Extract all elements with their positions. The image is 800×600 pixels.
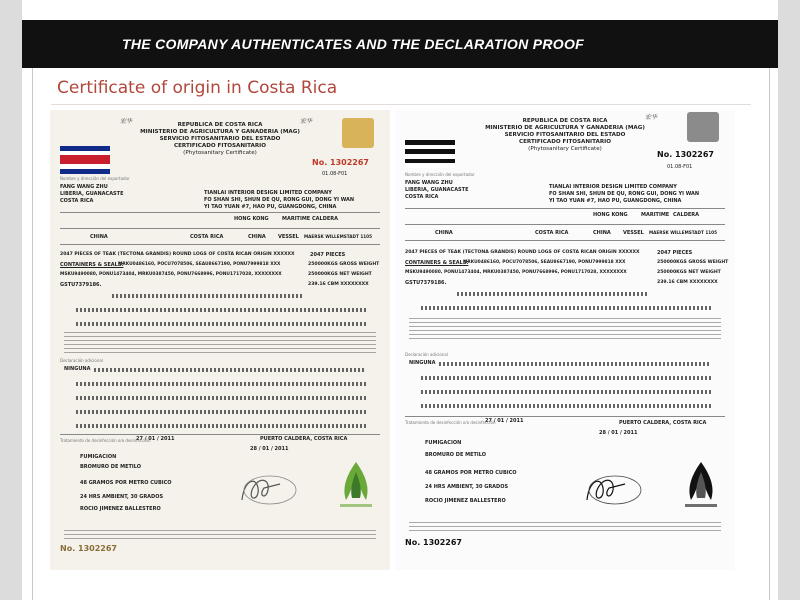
chemical-product: BROMURO DE METILO <box>425 452 487 458</box>
republic-line: REPUBLICA DE COSTA RICA <box>177 122 263 128</box>
title-divider <box>51 104 751 105</box>
footer-number: No. 1302267 <box>60 544 117 553</box>
destination: CHINA <box>593 230 611 236</box>
divider <box>405 416 725 417</box>
cert-number: No. 1302267 <box>657 150 714 159</box>
x-fill-line <box>76 396 366 400</box>
consignee-addr2: YI TAO YUAN #7, HAO PU, GUANGDONG, CHINA <box>204 204 337 210</box>
x-fill-line <box>457 292 647 296</box>
x-fill-line <box>76 308 366 312</box>
exporter-country: COSTA RICA <box>60 198 94 204</box>
containers-line2: MSKU9490080, PONU1473404, MRKU0387450, PONU7668996, PONU1717028, XXXXXXXX <box>60 272 282 277</box>
cert-title: CERTIFICADO FITOSANITARIO <box>518 139 611 145</box>
flag-bw <box>405 140 455 168</box>
cbm-volume: 239.16 CBM XXXXXXXX <box>308 282 369 287</box>
divider <box>405 208 725 209</box>
form-code: 01.08-F01 <box>322 171 348 177</box>
port-of-entry: HONG KONG <box>593 212 628 218</box>
x-fill-line <box>439 362 711 366</box>
exporter-name: FANG WANG ZHU <box>405 180 453 186</box>
exporter-label: Nombre y dirección del exportador <box>60 176 130 181</box>
port-city: CALDERA <box>673 212 700 218</box>
place-of-issue: PUERTO CALDERA, COSTA RICA <box>619 420 707 426</box>
page-title: Certificate of origin in Costa Rica <box>57 78 338 98</box>
cert-number: No. 1302267 <box>312 158 369 167</box>
consignee-name: TIANLAI INTERIOR DESIGN LIMITED COMPANY <box>204 190 332 196</box>
ministry-seal <box>336 458 376 514</box>
handwritten-note: 宏华 <box>300 118 313 125</box>
header-banner <box>22 20 778 68</box>
cbm-volume: 239.16 CBM XXXXXXXX <box>657 280 718 285</box>
treatment-label: Tratamiento de desinfección o/o desinfección <box>60 438 151 443</box>
destination: CHINA <box>248 234 266 240</box>
fumigation: FUMIGACION <box>425 440 462 446</box>
transport-mode: MARITIME <box>641 212 670 218</box>
containers-label: CONTAINERS & SEALS: <box>405 260 469 266</box>
containers-line3: GSTU7379186. <box>405 280 447 286</box>
x-fill-line <box>94 368 366 372</box>
exporter-label: Nombre y dirección del exportador <box>405 172 475 177</box>
x-fill-line <box>421 404 711 408</box>
vessel-name: MAERSK WILLEMSTADT 1105 <box>304 234 372 239</box>
consignee-addr1: FO SHAN SHI, SHUN DE QU, RONG GUI, DONG YI WAN <box>549 191 700 197</box>
certificate-copy <box>395 110 735 570</box>
consignee-name: TIANLAI INTERIOR DESIGN LIMITED COMPANY <box>549 184 677 190</box>
handwritten-note: 宏华 <box>645 114 658 121</box>
treatment-label: Tratamiento de desinfección o/o desinfección <box>405 420 496 425</box>
chemical-product: BROMURO DE METILO <box>80 464 142 470</box>
dose: 48 GRAMOS POR METRO CUBICO <box>425 470 517 476</box>
x-fill-line <box>76 424 366 428</box>
transport-mode: MARITIME <box>282 216 311 222</box>
gross-weight: 250000KGS GROSS WEIGHT <box>657 260 729 265</box>
goods-description: 2047 PIECES OF TEAK (TECTONA GRANDIS) ROUND LOGS OF COSTA RICAN ORIGIN XXXXXX <box>405 250 640 255</box>
x-fill-line <box>421 390 711 394</box>
consignee-addr1: FO SHAN SHI, SHUN DE QU, RONG GUI, DONG YI WAN <box>204 197 355 203</box>
divider <box>60 434 380 435</box>
legal-paragraph <box>409 318 721 340</box>
port-of-entry: HONG KONG <box>234 216 269 222</box>
right-frame <box>778 0 800 600</box>
cert-subtitle: (Phytosanitary Certificate) <box>183 150 257 156</box>
costa-rica-flag <box>60 146 110 174</box>
signature <box>234 470 304 510</box>
additional-value: NINGUNA <box>64 366 91 372</box>
vessel-label: VESSEL <box>623 230 644 236</box>
containers-line2: MSKU9490080, PONU1473404, MRKU0387450, PONU7668996, PONU1717028, XXXXXXXX <box>405 270 627 275</box>
form-code: 01.08-F01 <box>667 164 693 170</box>
ministry-seal <box>681 458 721 514</box>
officer-name: ROCIO JIMENEZ BALLESTERO <box>80 506 161 512</box>
divider <box>60 212 380 213</box>
ministry-line: MINISTERIO DE AGRICULTURA Y GANADERIA (MAG) <box>485 125 645 131</box>
date-of-issue: 28 / 01 / 2011 <box>250 446 289 452</box>
service-line: SERVICIO FITOSANITARIO DEL ESTADO <box>159 136 281 142</box>
x-fill-line <box>76 410 366 414</box>
x-fill-line <box>76 382 366 386</box>
additional-label: Declaración adicional <box>60 358 103 363</box>
signature <box>579 470 649 510</box>
x-fill-line <box>421 306 711 310</box>
certificate-original <box>50 110 390 570</box>
divider <box>60 228 380 229</box>
consignee-addr2: YI TAO YUAN #7, HAO PU, GUANGDONG, CHINA <box>549 198 682 204</box>
additional-label: Declaración adicional <box>405 352 448 357</box>
port-city: CALDERA <box>312 216 339 222</box>
exporter-city: LIBERIA, GUANACASTE <box>405 187 469 193</box>
country-dest: CHINA <box>435 230 453 236</box>
containers-label: CONTAINERS & SEALS: <box>60 262 124 268</box>
x-fill-line <box>112 294 302 298</box>
net-weight: 250000KGS NET WEIGHT <box>308 272 372 277</box>
cert-subtitle: (Phytosanitary Certificate) <box>528 146 602 152</box>
banner-title: THE COMPANY AUTHENTICATES AND THE DECLARATION PROOF <box>122 36 585 52</box>
footer-paragraph <box>64 530 376 540</box>
handwritten-note: 宏华 <box>120 118 133 125</box>
fumigation: FUMIGACION <box>80 454 117 460</box>
divider <box>405 224 725 225</box>
containers-line1: MRKU0486160, POCU7078506, SEAU8667190, PONU7999818 XXX <box>463 260 626 265</box>
gross-weight: 250000KGS GROSS WEIGHT <box>308 262 380 267</box>
date-of-issue: 28 / 01 / 2011 <box>599 430 638 436</box>
legal-paragraph <box>64 332 376 354</box>
containers-line1: MRKU0486160, POCU7078506, SEAU8667190, PONU7999818 XXX <box>118 262 281 267</box>
officer-name: ROCIO JIMENEZ BALLESTERO <box>425 498 506 504</box>
footer-paragraph <box>409 522 721 532</box>
vessel-name: MAERSK WILLEMSTADT 1105 <box>649 230 717 235</box>
additional-value: NINGUNA <box>409 360 436 366</box>
treatment-date: 27 / 01 / 2011 <box>136 436 175 442</box>
divider <box>405 240 725 241</box>
origin-country: COSTA RICA <box>190 234 224 240</box>
treatment-date: 27 / 01 / 2011 <box>485 418 524 424</box>
net-weight: 250000KGS NET WEIGHT <box>657 270 721 275</box>
x-fill-line <box>421 376 711 380</box>
dose: 48 GRAMOS POR METRO CUBICO <box>80 480 172 486</box>
exporter-country: COSTA RICA <box>405 194 439 200</box>
containers-line3: GSTU7379186. <box>60 282 102 288</box>
duration: 24 HRS AMBIENT, 30 GRADOS <box>425 484 509 490</box>
left-frame <box>0 0 22 600</box>
exporter-name: FANG WANG ZHU <box>60 184 108 190</box>
stamp-logo <box>342 118 374 148</box>
service-line: SERVICIO FITOSANITARIO DEL ESTADO <box>504 132 626 138</box>
country-dest: CHINA <box>90 234 108 240</box>
vessel-label: VESSEL <box>278 234 299 240</box>
origin-country: COSTA RICA <box>535 230 569 236</box>
duration: 24 HRS AMBIENT, 30 GRADOS <box>80 494 164 500</box>
republic-line: REPUBLICA DE COSTA RICA <box>522 118 608 124</box>
goods-description: 2047 PIECES OF TEAK (TECTONA GRANDIS) ROUND LOGS OF COSTA RICAN ORIGIN XXXXXX <box>60 252 295 257</box>
x-fill-line <box>76 322 366 326</box>
stamp-logo <box>687 112 719 142</box>
ministry-line: MINISTERIO DE AGRICULTURA Y GANADERIA (MAG) <box>140 129 300 135</box>
footer-number: No. 1302267 <box>405 538 462 547</box>
pieces: 2047 PIECES <box>657 250 693 256</box>
exporter-city: LIBERIA, GUANACASTE <box>60 191 124 197</box>
pieces: 2047 PIECES <box>310 252 346 258</box>
divider <box>60 244 380 245</box>
place-of-issue: PUERTO CALDERA, COSTA RICA <box>260 436 348 442</box>
cert-title: CERTIFICADO FITOSANITARIO <box>173 143 266 149</box>
